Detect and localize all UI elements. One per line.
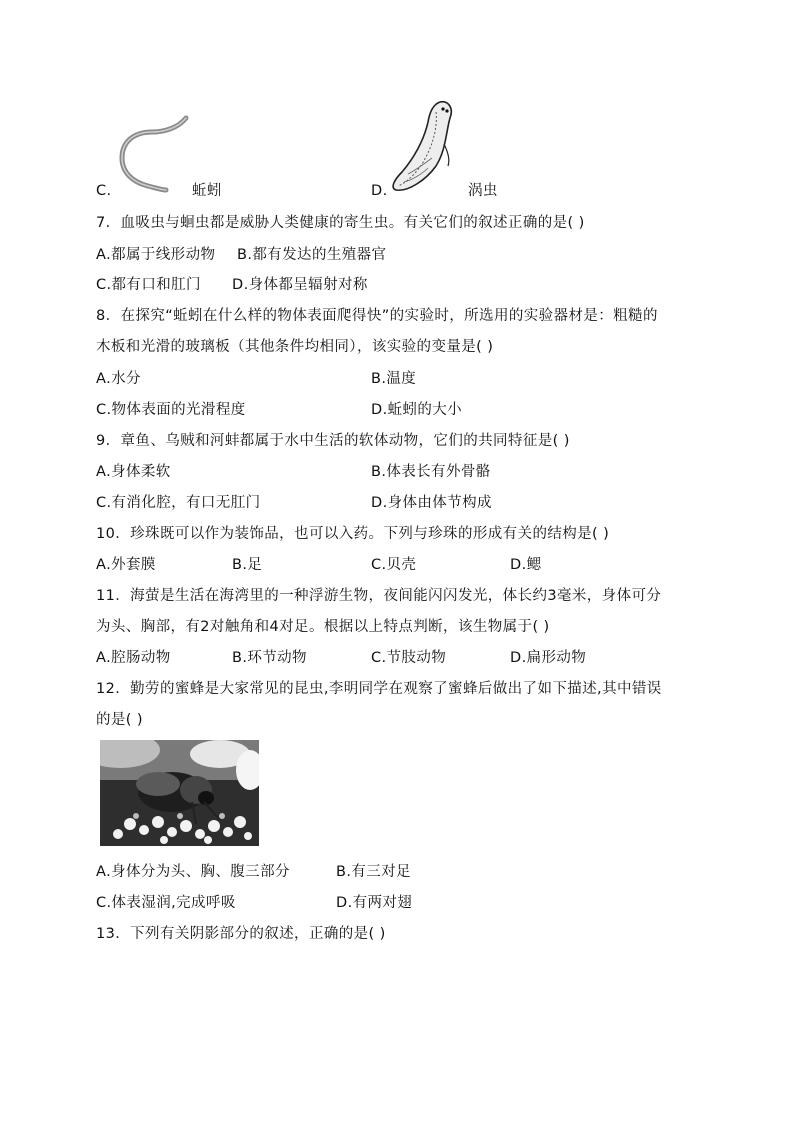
- q8-stem-line1: 8．在探究“蚯蚓在什么样的物体表面爬得快”的实验时，所选用的实验器材是：粗糙的: [96, 308, 658, 324]
- planarian-illustration: [388, 98, 468, 196]
- q12-option-d[interactable]: D.有两对翅: [336, 895, 413, 911]
- q8-stem-line2: 木板和光滑的玻璃板（其他条件均相同），该实验的变量是( ): [96, 339, 494, 355]
- q12-option-c[interactable]: C.体表湿润,完成呼吸: [96, 895, 236, 911]
- q7-option-a[interactable]: A.都属于线形动物: [96, 247, 216, 263]
- q9-option-d[interactable]: D.身体由体节构成: [371, 495, 492, 511]
- q8-option-d[interactable]: D.蚯蚓的大小: [371, 402, 463, 418]
- q9-option-c[interactable]: C.有消化腔，有口无肛门: [96, 495, 261, 511]
- bee-photo: [100, 740, 259, 846]
- q6-option-d-letter[interactable]: D.: [371, 183, 388, 199]
- q9-stem: 9．章鱼、乌贼和河蚌都属于水中生活的软体动物，它们的共同特征是( ): [96, 433, 570, 449]
- q7-option-c[interactable]: C.都有口和肛门: [96, 277, 201, 293]
- q11-option-a[interactable]: A.腔肠动物: [96, 650, 171, 666]
- q9-option-b[interactable]: B.体表长有外骨骼: [371, 464, 491, 480]
- q8-option-a[interactable]: A.水分: [96, 371, 141, 387]
- q8-option-c[interactable]: C.物体表面的光滑程度: [96, 402, 246, 418]
- q10-stem: 10．珍珠既可以作为装饰品，也可以入药。下列与珍珠的形成有关的结构是( ): [96, 526, 610, 542]
- q9-option-a[interactable]: A.身体柔软: [96, 464, 171, 480]
- earthworm-illustration: [112, 110, 192, 195]
- q11-option-c[interactable]: C.节肢动物: [371, 650, 447, 666]
- q7-option-d[interactable]: D.身体都呈辐射对称: [232, 277, 368, 293]
- q12-option-a[interactable]: A.身体分为头、胸、腹三部分: [96, 864, 290, 880]
- q10-option-b[interactable]: B.足: [232, 557, 263, 573]
- q11-option-b[interactable]: B.环节动物: [232, 650, 307, 666]
- q10-option-d[interactable]: D.鳃: [510, 557, 542, 573]
- q6-option-c-label: 蚯蚓: [192, 183, 222, 199]
- q13-stem: 13．下列有关阴影部分的叙述，正确的是( ): [96, 926, 386, 942]
- q6-option-c-letter[interactable]: C.: [96, 183, 112, 199]
- q12-option-b[interactable]: B.有三对足: [336, 864, 411, 880]
- q7-stem: 7．血吸虫与蛔虫都是威胁人类健康的寄生虫。有关它们的叙述正确的是( ): [96, 215, 585, 231]
- q7-option-b[interactable]: B.都有发达的生殖器官: [237, 247, 387, 263]
- q8-option-b[interactable]: B.温度: [371, 371, 417, 387]
- q12-stem-line1: 12．勤劳的蜜蜂是大家常见的昆虫,李明同学在观察了蜜蜂后做出了如下描述,其中错误: [96, 681, 662, 697]
- q10-option-a[interactable]: A.外套膜: [96, 557, 156, 573]
- q11-stem-line1: 11．海萤是生活在海湾里的一种浮游生物，夜间能闪闪发光，体长约3毫米，身体可分: [96, 588, 662, 604]
- q11-stem-line2: 为头、胸部，有2对触角和4对足。根据以上特点判断，该生物属于( ): [96, 619, 550, 635]
- q12-stem-line2: 的是( ): [96, 712, 143, 728]
- q11-option-d[interactable]: D.扁形动物: [510, 650, 587, 666]
- q10-option-c[interactable]: C.贝壳: [371, 557, 417, 573]
- q6-option-d-label: 涡虫: [468, 183, 498, 199]
